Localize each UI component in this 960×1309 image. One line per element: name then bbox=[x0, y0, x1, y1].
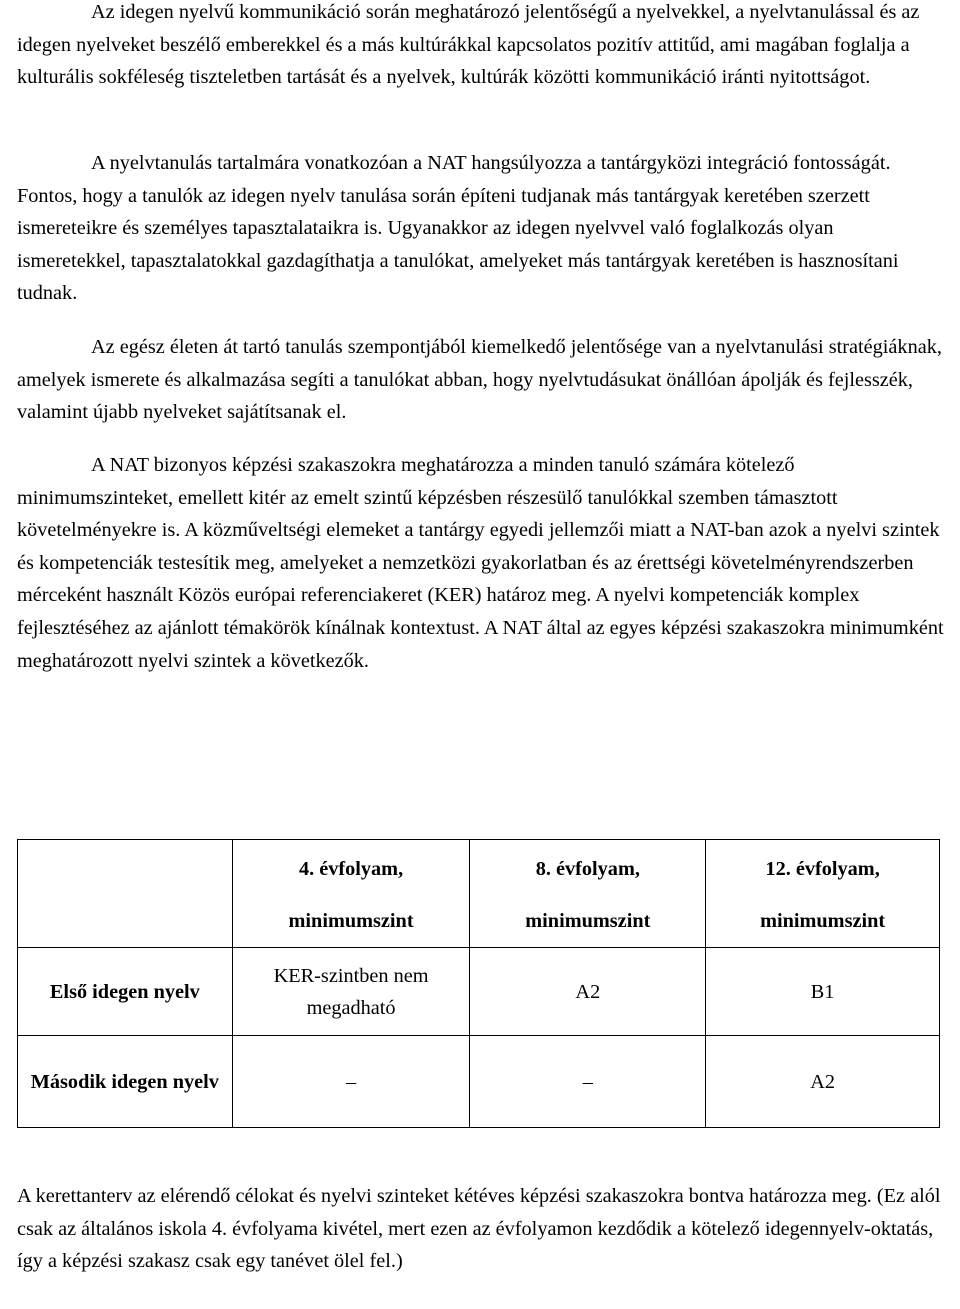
table-corner-cell bbox=[18, 840, 233, 948]
table-row bbox=[18, 1036, 940, 1128]
table-cell: A2 bbox=[706, 1036, 940, 1128]
table-cell: KER-szintben nem megadható bbox=[232, 948, 470, 1036]
paragraph-framework-curriculum: A kerettanterv az elérendő célokat és nyelvi szinteket kétéves képzési szakaszokra bontva határozza meg. (Ez alól csak az általános iskola 4. évfolyama kivétel, mert ezen az évfolyamon kezdődik a kötelező idegennyelv-oktatás, így a képzési szakasz csak egy tanévet ölel fel.) bbox=[17, 1185, 941, 1273]
table-cell: A2 bbox=[470, 948, 706, 1036]
header-grade-4: 4. évfolyam, minimumszint bbox=[232, 840, 470, 948]
row-label-second-language: Második idegen nyelv bbox=[18, 1036, 233, 1128]
header-grade-12: 12. évfolyam, minimumszint bbox=[706, 840, 940, 948]
header-grade-8: 8. évfolyam, minimumszint bbox=[470, 840, 706, 948]
table-cell: B1 bbox=[706, 948, 940, 1036]
paragraph-attitude: Az idegen nyelvű kommunikáció során meghatározó jelentőségű a nyelvekkel, a nyelvtanulással és az idegen nyelveket beszélő emberekkel és a más kultúrákkal kapcsolatos pozitív attitűd, ami magában foglalja a kulturális sokféleség tiszteletben tartását és a nyelvek, kultúrák közötti kommunikáció iránti nyitottságot. bbox=[17, 1, 920, 89]
table-header-row bbox=[18, 840, 940, 948]
row-label-first-language: Első idegen nyelv bbox=[18, 948, 233, 1036]
table-cell: – bbox=[232, 1036, 470, 1128]
table-cell: – bbox=[470, 1036, 706, 1128]
paragraph-lifelong-learning: Az egész életen át tartó tanulás szempontjából kiemelkedő jelentősége van a nyelvtanulási stratégiáknak, amelyek ismerete és alkalmazása segíti a tanulókat abban, hogy nyelvtudásukat önállóan ápolják és fejlesszék, valamint újabb nyelveket sajátítsanak el. bbox=[17, 336, 942, 424]
language-levels-table bbox=[17, 839, 940, 1128]
table-row bbox=[18, 948, 940, 1036]
paragraph-minimum-levels: A NAT bizonyos képzési szakaszokra meghatározza a minden tanuló számára kötelező minimumszinteket, emellett kitér az emelt szintű képzésben részesülő tanulókkal szemben támasztott követelményekre is. A közműveltségi elemeket a tantárgy egyedi jellemzői miatt a NAT-ban azok a nyelvi szintek és kompetenciák testesítik meg, amelyeket a nemzetközi gyakorlatban és az érettségi követelményrendszerben mérceként használt Közös európai referenciakeret (KER) határoz meg. A nyelvi kompetenciák komplex fejlesztéséhez az ajánlott témakörök kínálnak kontextust. A NAT által az egyes képzési szakaszokra minimumként meghatározott nyelvi szintek a következők. bbox=[17, 454, 944, 672]
paragraph-content-integration: A nyelvtanulás tartalmára vonatkozóan a NAT hangsúlyozza a tantárgyközi integráció fontosságát. Fontos, hogy a tanulók az idegen nyelv tanulása során építeni tudjanak más tantárgyak keretében szerzett ismereteikre és személyes tapasztalataikra is. Ugyanakkor az idegen nyelvvel való foglalkozás olyan ismeretekkel, tapasztalatokkal gazdagíthatja a tanulókat, amelyeket más tantárgyak keretében is hasznosítani tudnak. bbox=[17, 152, 899, 305]
